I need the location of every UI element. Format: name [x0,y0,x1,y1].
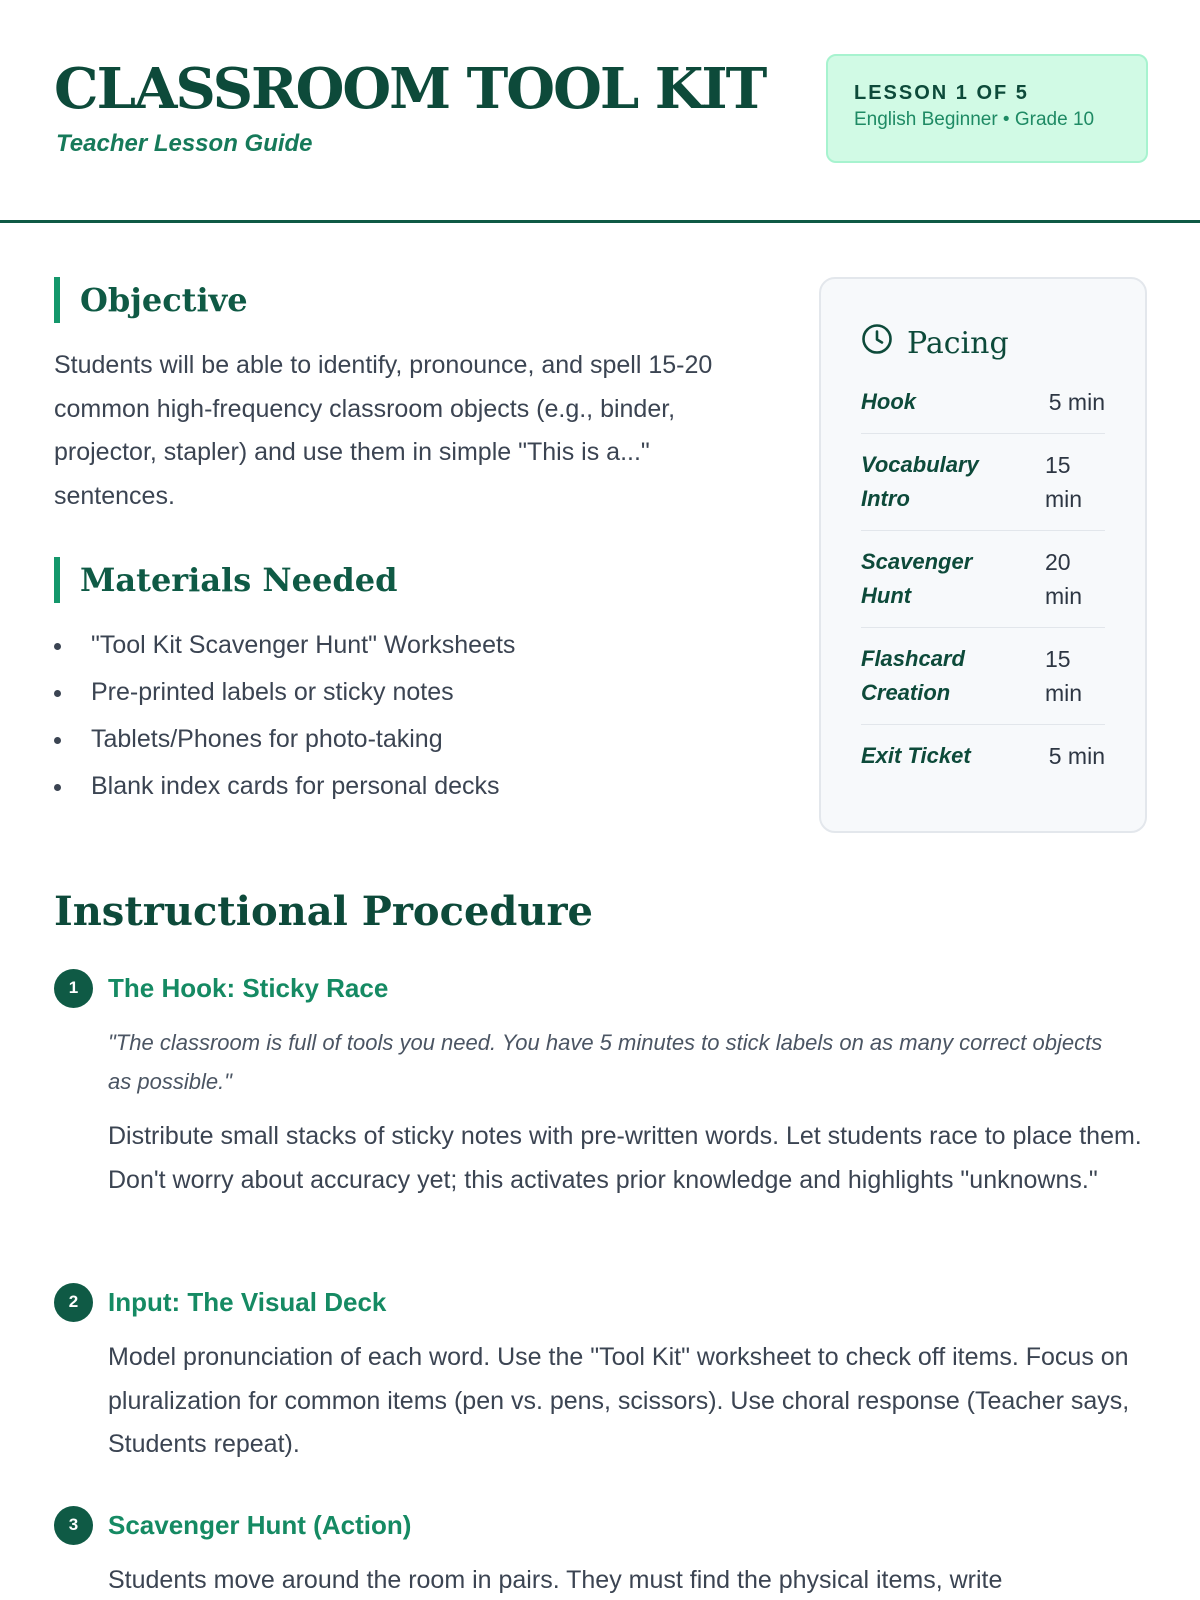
page-title: CLASSROOM TOOL KIT [54,56,766,122]
step-description: Students move around the room in pairs. They must find the physical items, write [108,1566,1003,1594]
pacing-card [819,277,1147,833]
page-header [0,0,1200,223]
objective-heading: Objective [54,277,248,323]
pacing-duration: 5 min [1048,743,1105,769]
list-item: Blank index cards for personal decks [54,763,515,810]
step-title: The Hook: Sticky Race [108,972,389,1003]
step-header [54,1505,1154,1545]
procedure-step-2 [54,1282,1154,1467]
list-item: "Tool Kit Scavenger Hunt" Worksheets [54,622,515,669]
step-number-badge: 2 [54,1283,93,1322]
pacing-duration: 20 min [1045,549,1083,609]
lesson-level: English Beginner • Grade 10 [854,109,1095,130]
list-item: Tablets/Phones for photo-taking [54,716,515,763]
step-description: Distribute small stacks of sticky notes with pre-written words. Let students race to place them. Don't worry about accuracy yet; this activates prior knowledge and highlights "unknowns." [108,1122,1142,1194]
pacing-activity: Scavenger Hunt [861,549,973,608]
pacing-duration: 15 min [1045,452,1083,512]
step-title: Input: The Visual Deck [108,1286,387,1317]
procedure-heading: Instructional Procedure [54,888,593,935]
clock-icon [861,323,907,363]
step-number-badge: 1 [54,969,93,1008]
objective-text: Students will be able to identify, pronounce, and spell 15-20 common high-frequency classroom objects (e.g., binder, projector, stapler) and use them in simple "This is a..." sentences. [54,351,713,510]
materials-list [54,622,515,810]
pacing-row [861,628,1105,725]
step-quote: "The classroom is full of tools you need. You have 5 minutes to stick labels on as many correct objects as possible." [108,1030,1103,1094]
pacing-activity: Vocabulary Intro [861,452,979,511]
step-number-badge: 3 [54,1506,93,1545]
step-header [54,968,1154,1008]
pacing-activity: Flashcard Creation [861,646,965,705]
lesson-badge [826,54,1148,163]
pacing-duration: 15 min [1045,646,1083,706]
pacing-row [861,434,1105,531]
procedure-step-3 [54,1505,1154,1600]
pacing-table [861,371,1105,787]
step-title: Scavenger Hunt (Action) [108,1509,412,1540]
pacing-title: Pacing [907,325,1009,361]
step-description: Model pronunciation of each word. Use the "Tool Kit" worksheet to check off items. Focus on pluralization for common items (pen vs. pens, scissors). Use choral response (Teacher says, Students repeat). [108,1343,1130,1458]
pacing-activity: Exit Ticket [861,743,971,768]
list-item: Pre-printed labels or sticky notes [54,669,515,716]
step-header [54,1282,1154,1322]
page-subtitle: Teacher Lesson Guide [56,130,313,157]
pacing-row [861,371,1105,434]
pacing-header [861,323,1105,363]
pacing-row [861,531,1105,628]
procedure-step-1 [54,968,1154,1202]
materials-heading: Materials Needed [54,557,397,603]
pacing-duration: 5 min [1048,389,1105,415]
pacing-row [861,725,1105,787]
lesson-count: LESSON 1 OF 5 [854,82,1029,104]
pacing-activity: Hook [861,389,916,414]
